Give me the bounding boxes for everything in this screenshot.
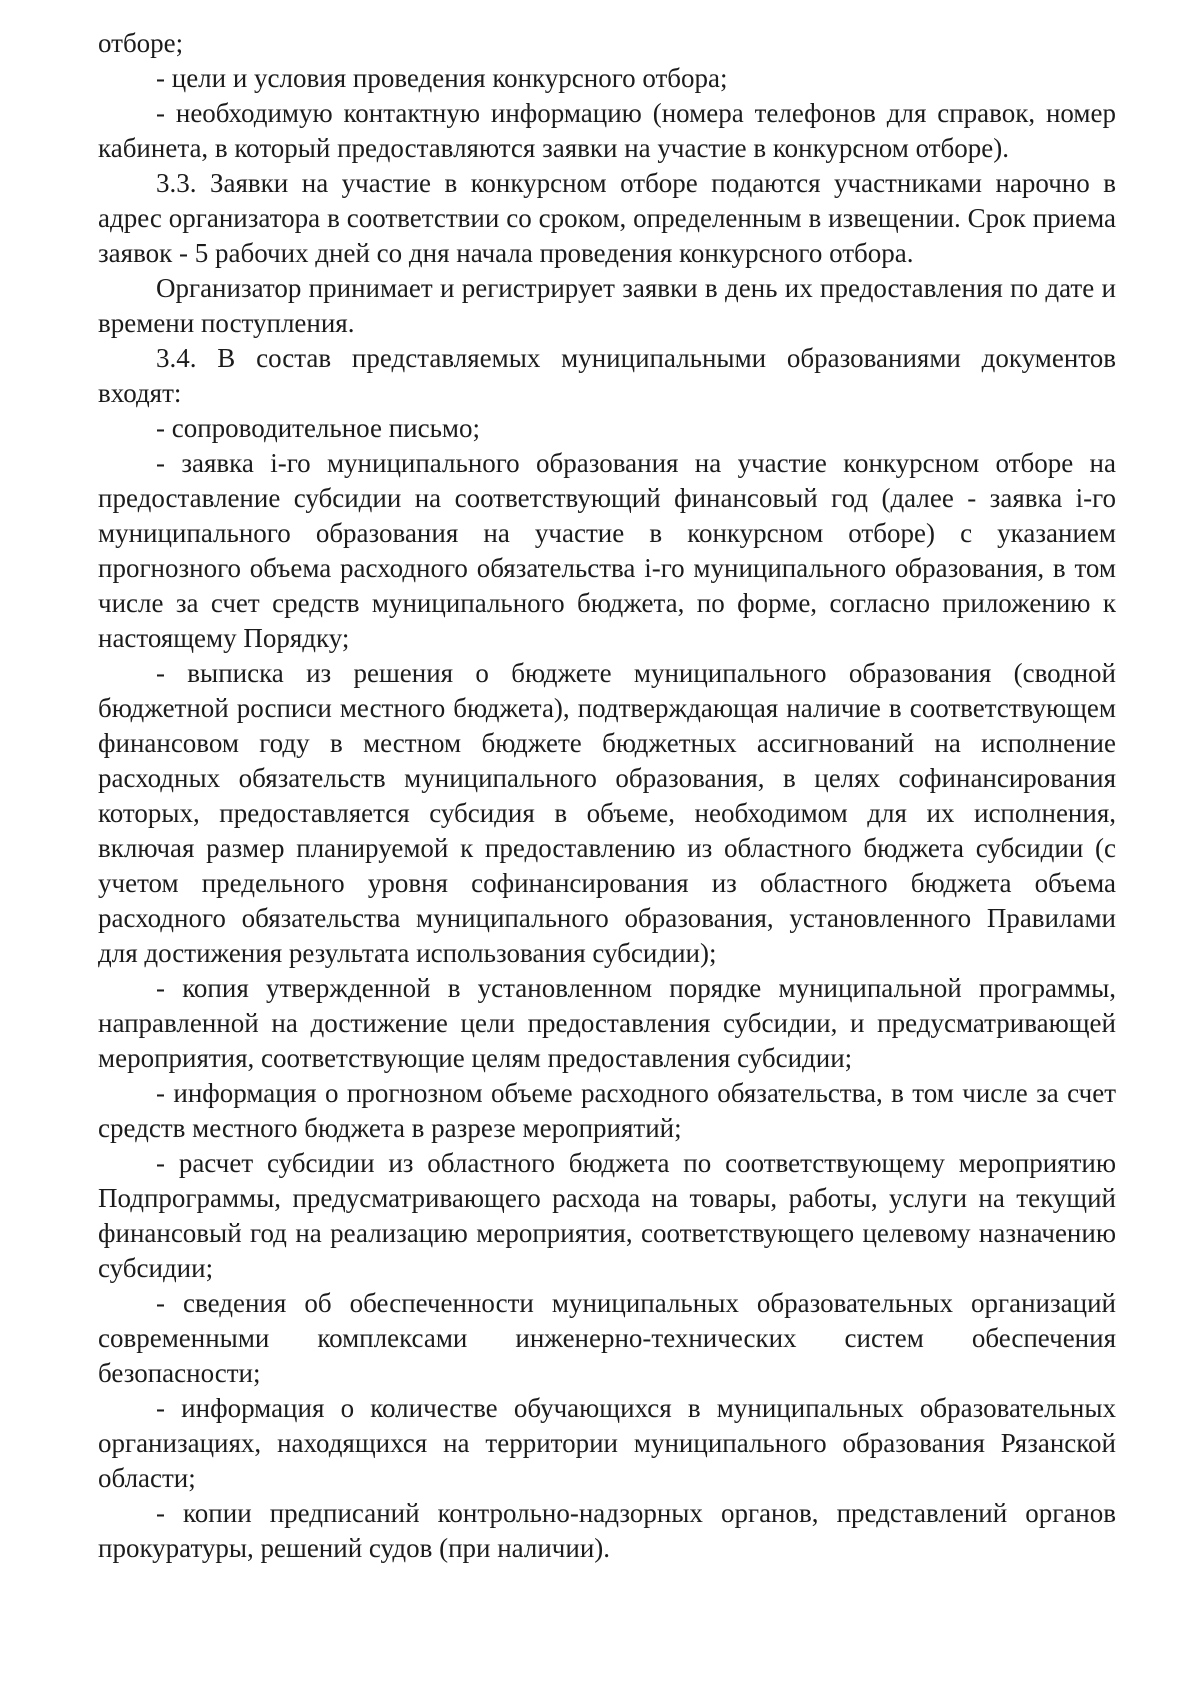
paragraph-bullet-forecast-info: - информация о прогнозном объеме расходного обязательства, в том числе за счет средств местного бюджета в разрезе мероприятий; — [98, 1078, 1116, 1143]
paragraph-bullet-program-copy: - копия утвержденной в установленном порядке муниципальной программы, направленной на достижение цели предоставления субсидии, и предусматривающей мероприятия, соответствующие целям предоставления субсидии; — [98, 973, 1116, 1073]
document-page — [98, 26, 1116, 1566]
paragraph-bullet-cover-letter: - сопроводительное письмо; — [156, 413, 481, 443]
paragraph-bullet-budget-extract: - выписка из решения о бюджете муниципального образования (сводной бюджетной росписи местного бюджета), подтверждающая наличие в соответствующем финансовом году в местном бюджете бюджетных ассигнований на исполнение расходных обязательств муниципального образования, в целях софинансирования которых, предоставляется субсидия в объеме, необходимом для их исполнения, включая размер планируемой к предоставлению из областного бюджета субсидии (с учетом предельного уровня софинансирования из областного бюджета объема расходного обязательства муниципального образования, установленного Правилами для достижения результата использования субсидии); — [98, 658, 1116, 968]
paragraph-bullet-regulatory-copies: - копии предписаний контрольно-надзорных органов, представлений органов прокуратуры, решений судов (при наличии). — [98, 1498, 1116, 1563]
paragraph-continuation: отборе; — [98, 28, 184, 58]
paragraph-organizer-registration: Организатор принимает и регистрирует заявки в день их предоставления по дате и времени поступления. — [98, 273, 1116, 338]
paragraph-bullet-application: - заявка i-го муниципального образования на участие конкурсном отборе на предоставление субсидии на соответствующий финансовый год (далее - заявка i-го муниципального образования на участие в конкурсном отборе) с указанием прогнозного объема расходного обязательства i-го муниципального образования, в том числе за счет средств муниципального бюджета, по форме, согласно приложению к настоящему Порядку; — [98, 448, 1116, 653]
paragraph-section-3-4: 3.4. В состав представляемых муниципальными образованиями документов входят: — [98, 343, 1116, 408]
paragraph-bullet-students-count: - информация о количестве обучающихся в муниципальных образовательных организациях, находящихся на территории муниципального образования Рязанской области; — [98, 1393, 1116, 1493]
paragraph-bullet-contacts: - необходимую контактную информацию (номера телефонов для справок, номер кабинета, в который предоставляются заявки на участие в конкурсном отборе). — [98, 98, 1116, 163]
paragraph-section-3-3: 3.3. Заявки на участие в конкурсном отборе подаются участниками нарочно в адрес организатора в соответствии со сроком, определенным в извещении. Срок приема заявок - 5 рабочих дней со дня начала проведения конкурсного отбора. — [98, 168, 1116, 268]
paragraph-bullet-subsidy-calculation: - расчет субсидии из областного бюджета по соответствующему мероприятию Подпрограммы, предусматривающего расхода на товары, работы, услуги на текущий финансовый год на реализацию мероприятия, соответствующего целевому назначению субсидии; — [98, 1148, 1116, 1283]
paragraph-bullet-goals: - цели и условия проведения конкурсного отбора; — [156, 63, 728, 93]
paragraph-bullet-security-systems: - сведения об обеспеченности муниципальных образовательных организаций современными комплексами инженерно-технических систем обеспечения безопасности; — [98, 1288, 1116, 1388]
